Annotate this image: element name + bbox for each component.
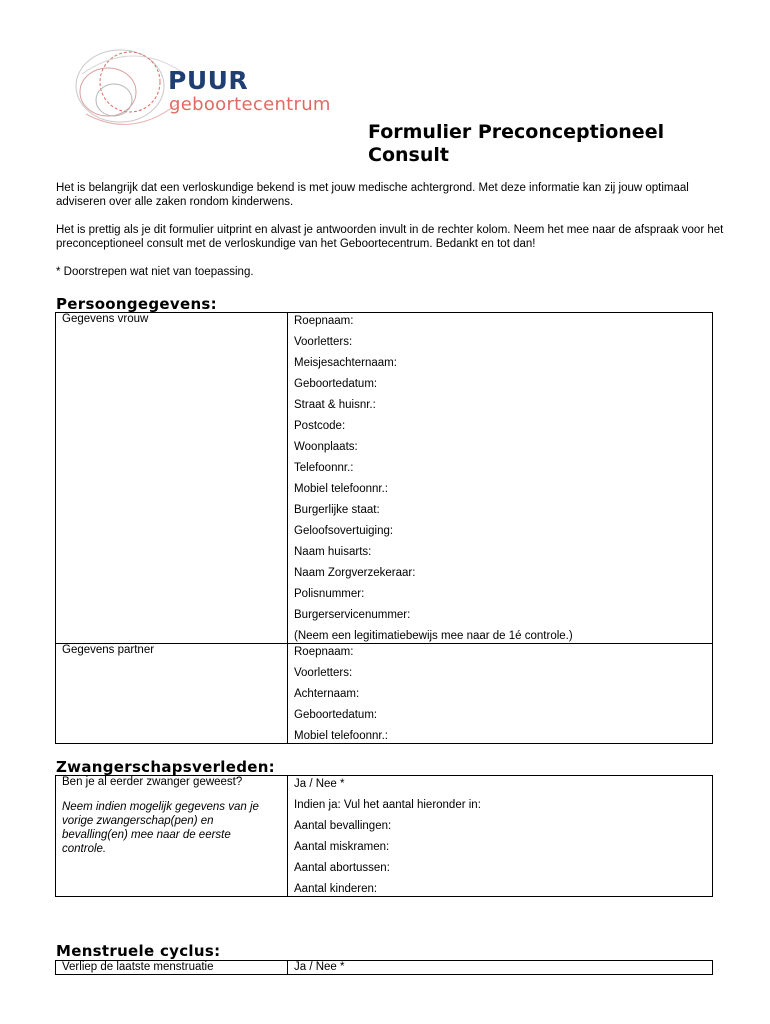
partner-field-voorletters[interactable]: Voorletters: bbox=[294, 667, 353, 679]
table-row bbox=[56, 644, 713, 744]
field-naam-huisarts[interactable]: Naam huisarts: bbox=[294, 546, 372, 558]
zwangerschap-question-cell bbox=[56, 776, 288, 897]
strike-note: * Doorstrepen wat niet van toepassing. bbox=[56, 266, 254, 278]
menstruatie-question: Verliep de laatste menstruatie bbox=[56, 961, 288, 975]
field-telefoonnr[interactable]: Telefoonnr.: bbox=[294, 462, 354, 474]
section-heading-persoonsgegevens: Persoongegevens: bbox=[56, 295, 217, 313]
page-title-line2: Consult bbox=[368, 144, 449, 166]
page-title-line1: Formulier Preconceptioneel bbox=[368, 121, 665, 143]
section-heading-menstruele-cyclus: Menstruele cyclus: bbox=[56, 942, 221, 960]
field-postcode[interactable]: Postcode: bbox=[294, 420, 346, 432]
field-roepnaam[interactable]: Roepnaam: bbox=[294, 315, 354, 327]
partner-field-achternaam[interactable]: Achternaam: bbox=[294, 688, 360, 700]
vrouw-fields bbox=[288, 313, 713, 644]
partner-field-mobiel[interactable]: Mobiel telefoonnr.: bbox=[294, 730, 388, 742]
field-burgerlijke-staat[interactable]: Burgerlijke staat: bbox=[294, 504, 380, 516]
field-burgerservicenummer[interactable]: Burgerservicenummer: bbox=[294, 609, 411, 621]
logo-brand: PUUR bbox=[168, 66, 249, 95]
partner-field-roepnaam[interactable]: Roepnaam: bbox=[294, 646, 354, 658]
legitimatie-note: (Neem een legitimatiebewijs mee naar de 1é controle.) bbox=[294, 630, 573, 642]
page-title bbox=[368, 121, 728, 167]
intro-paragraph-2: Het is prettig als je dit formulier uitprint en alvast je antwoorden invult in de rechter kolom. Neem het mee naar de afspraak voor het preconceptioneel consult met de verloskundige van het Geboortecentrum. Bedankt en tot dan! bbox=[56, 224, 724, 250]
indien-ja-instruction: Indien ja: Vul het aantal hieronder in: bbox=[294, 799, 481, 811]
table-row bbox=[56, 313, 713, 644]
zwangerschap-question: Ben je al eerder zwanger geweest? bbox=[62, 776, 243, 788]
table-row bbox=[56, 961, 713, 975]
field-aantal-bevallingen[interactable]: Aantal bevallingen: bbox=[294, 820, 392, 832]
table-row bbox=[56, 776, 713, 897]
field-geboortedatum[interactable]: Geboortedatum: bbox=[294, 378, 378, 390]
field-woonplaats[interactable]: Woonplaats: bbox=[294, 441, 358, 453]
logo-subtitle: geboortecentrum bbox=[169, 94, 331, 115]
menstruatie-table bbox=[55, 960, 713, 975]
field-mobiel-telefoonnr[interactable]: Mobiel telefoonnr.: bbox=[294, 483, 388, 495]
field-aantal-miskramen[interactable]: Aantal miskramen: bbox=[294, 841, 390, 853]
zwangerschap-fields bbox=[288, 776, 713, 897]
field-polisnummer[interactable]: Polisnummer: bbox=[294, 588, 365, 600]
zwangerschap-table bbox=[55, 775, 713, 897]
field-naam-zorgverzekeraar[interactable]: Naam Zorgverzekeraar: bbox=[294, 567, 416, 579]
persoonsgegevens-table bbox=[55, 312, 713, 744]
partner-fields bbox=[288, 644, 713, 744]
section-heading-zwangerschapsverleden: Zwangerschapsverleden: bbox=[56, 758, 275, 776]
field-meisjesachternaam[interactable]: Meisjesachternaam: bbox=[294, 357, 397, 369]
ja-nee-option[interactable]: Ja / Nee * bbox=[294, 778, 345, 790]
menstruatie-answer[interactable]: Ja / Nee * bbox=[288, 961, 713, 975]
vrouw-label: Gegevens vrouw bbox=[56, 313, 288, 644]
field-aantal-abortussen[interactable]: Aantal abortussen: bbox=[294, 862, 390, 874]
zwangerschap-note: Neem indien mogelijk gegevens van je vorige zwangerschap(pen) en bevalling(en) mee naar de eerste controle. bbox=[62, 801, 259, 855]
partner-label: Gegevens partner bbox=[56, 644, 288, 744]
logo bbox=[72, 44, 342, 129]
field-geloofsovertuiging[interactable]: Geloofsovertuiging: bbox=[294, 525, 394, 537]
field-voorletters[interactable]: Voorletters: bbox=[294, 336, 353, 348]
intro-paragraph-1: Het is belangrijk dat een verloskundige bekend is met jouw medische achtergrond. Met deze informatie kan zij jouw optimaal adviseren over alle zaken rondom kinderwens. bbox=[56, 182, 689, 208]
field-aantal-kinderen[interactable]: Aantal kinderen: bbox=[294, 883, 378, 895]
partner-field-geboortedatum[interactable]: Geboortedatum: bbox=[294, 709, 378, 721]
field-straat-huisnr[interactable]: Straat & huisnr.: bbox=[294, 399, 376, 411]
